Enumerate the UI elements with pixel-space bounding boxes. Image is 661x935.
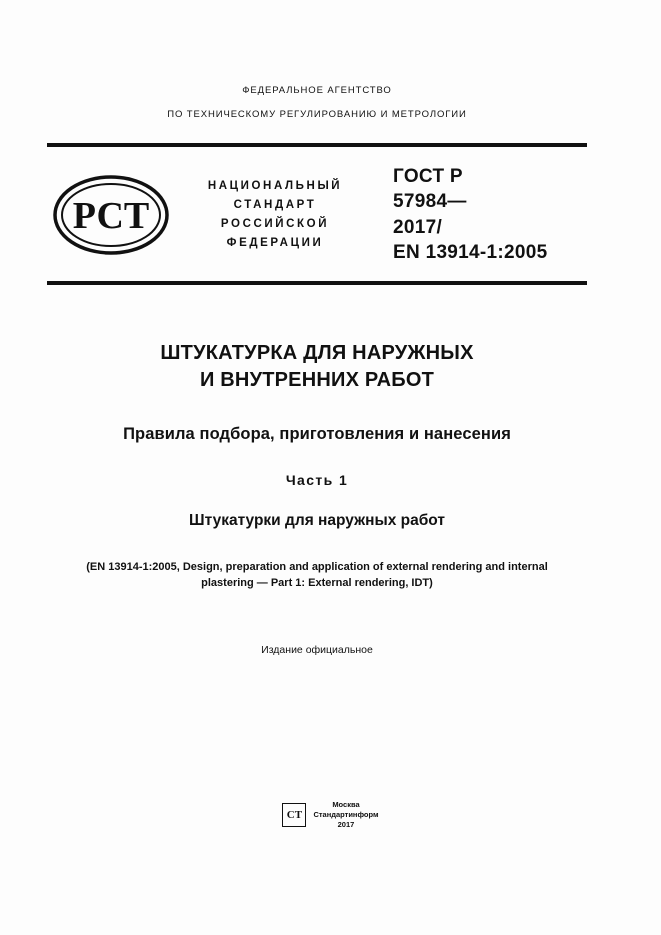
publisher-year: 2017 (337, 820, 355, 830)
standard-kind (175, 177, 375, 253)
edition-note: Издание официальное (261, 643, 373, 656)
page-content (47, 55, 587, 656)
standard-kind-line-3: РОССИЙСКОЙ (220, 217, 330, 230)
standard-code (375, 164, 587, 267)
agency-header (47, 85, 587, 121)
standard-kind-line-2: СТАНДАРТ (233, 198, 317, 211)
standard-kind-line-1: НАЦИОНАЛЬНЫЙ (207, 179, 343, 192)
publisher-name: Стандартинформ (313, 810, 379, 820)
standard-code-line-3: 2017/ (393, 216, 443, 238)
publisher-text (313, 800, 378, 830)
agency-line-1: ФЕДЕРАЛЬНОЕ АГЕНТСТВО (242, 85, 392, 96)
publisher-block (0, 800, 661, 830)
standard-code-line-4: EN 13914-1:2005 (393, 242, 548, 264)
svg-text:РСТ: РСТ (72, 194, 150, 237)
rosstandart-emblem-icon (47, 173, 175, 257)
part-label: Часть 1 (285, 471, 349, 488)
agency-line-2: ПО ТЕХНИЧЕСКОМУ РЕГУЛИРОВАНИЮ И МЕТРОЛОГИИ (167, 109, 467, 121)
page-title-line-1: ШТУКАТУРКА ДЛЯ НАРУЖНЫХ (160, 341, 474, 364)
standard-kind-line-4: ФЕДЕРАЦИИ (226, 236, 324, 249)
en-equivalent-note: (EN 13914-1:2005, Design, preparation and application of external rendering and internal plastering — Part 1: External rendering, IDT) (86, 560, 548, 589)
page-title (47, 340, 587, 395)
standard-code-line-1: ГОСТ Р (393, 165, 463, 187)
standard-header-row (47, 147, 587, 281)
page-title-line-2: И ВНУТРЕННИХ РАБОТ (199, 369, 435, 392)
standard-code-line-2: 57984— (393, 191, 467, 213)
page-subtitle: Правила подбора, приготовления и нанесения (123, 424, 511, 443)
standartinform-logo-icon: СТ (282, 803, 306, 827)
divider-bottom (47, 281, 587, 285)
part-title: Штукатурки для наружных работ (189, 511, 445, 529)
publisher-city: Москва (332, 800, 360, 809)
